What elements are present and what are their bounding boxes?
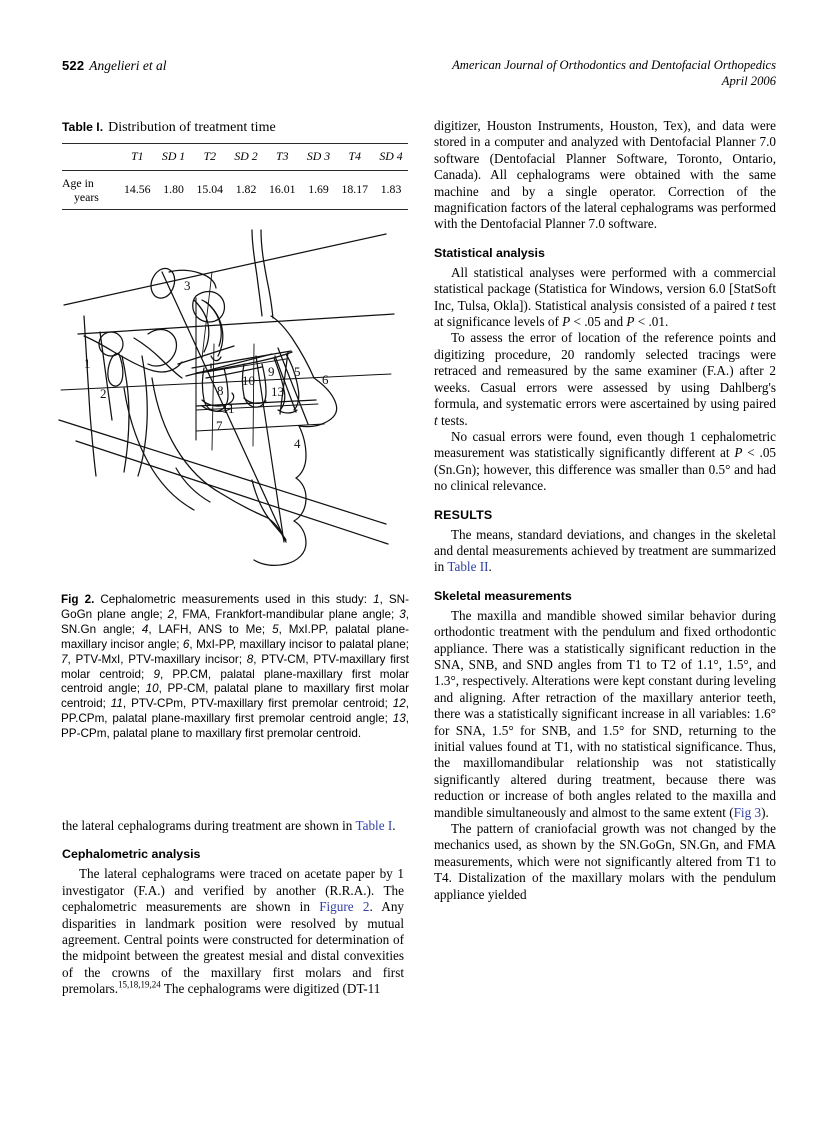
table-1-caption [62,118,408,136]
para-res-b: . [488,559,492,575]
figure-2-label: Fig 2. [61,593,95,606]
t-test-italic-2: t [434,412,438,428]
para-skel-a: The maxilla and mandible showed similar behavior during orthodontic treatment with the pendulum and fixed orthodontic appliance. There was a statistically significant reduction in the SNA, SNB, and SND angles from T1 to T2 of 1.1°, 1.5°, and 1.3°, respectively. Alterations were kept constant during leveling and aligning. After retraction of the maxillary anterior teeth, there was a statistically significant increase in all variables: 1.6° for SNA, 1.5° for SNB, and 1.5° for SND, returning to the initial values found at T1, with no statistical significance. Thus, the maxillomandibular relationship was not statistically significantly altered during treatment, because there was reduction or increase of both angles related to the maxilla and mandible simultaneously and almost to the same extent ( [434,607,776,820]
table-1-col-t4: T4 [348,149,361,163]
landmark-label-9: 9 [268,364,275,379]
table-1-row-label [62,171,118,210]
table-1-col-t3: T3 [276,149,289,163]
figure-2-item-num-11: 11 [110,697,123,711]
figure-2-item-text-13: PP-CPm, palatal plane to maxillary first premolar centroid. [61,727,362,741]
right-column-text [434,118,776,903]
heading-statistical-analysis: Statistical analysis [434,245,545,260]
figure-2-item-num-3: 3 [399,607,406,621]
paragraph-digitizer: digitizer, Houston Instruments, Houston, Tex), and data were stored in a computer and analyzed with Dentofacial Planner 7.0 software (Dentofacial Planner Software, Toronto, Ontario, Canada). All cephalograms were obtained with the same machine and by a single operator. Correction of the magnification factors of the lateral cephalograms was performed with the Dentofacial Planner 7.0 software. [434,118,776,232]
table-cell-sd4: 1.83 [380,182,402,196]
para-stat-b: test at significance levels of [434,297,776,330]
heading-cephalometric-analysis: Cephalometric analysis [62,847,201,862]
table-1-label: Table I. [62,120,104,134]
figure-2-item-text-8: PTV-CM, PTV-maxillary first molar centroid [61,652,409,681]
table-cell-t2: 15.04 [196,182,224,196]
paragraph-table-ref [62,818,404,834]
landmark-label-6: 6 [322,372,329,387]
para-err-a: To assess the error of location of the reference points and digitizing procedure, 20 randomly selected tracings were retraced and remeasured by the same examiner (F.A.) after 2 weeks. Casual errors were assessed by using Dahlberg's formula, and systematic errors were ascertained by using paired [434,330,776,412]
running-head-right [452,58,776,89]
table-1-col-sd2: SD 2 [234,149,258,163]
p-value-italic-2: P [626,314,635,330]
paragraph-results-summary [434,527,776,576]
landmark-label-11: 11 [222,401,235,416]
figure-2-item-num-5: 5 [272,622,279,636]
figure-2-item-text-6: MxI-PP, maxillary incisor to palatal plane [196,637,406,651]
table-cell-sd2: 1.82 [235,182,257,196]
figure-2-item-num-6: 6 [182,637,190,651]
para-skel-b: ). [761,804,769,820]
table-1-header-row [62,144,408,171]
landmark-label-4: 4 [294,436,301,451]
figure-2-item-text-1: SN-GoGn plane angle [61,593,410,621]
p-value-italic-3: P [734,445,743,461]
paragraph-cephalometric-analysis [62,866,404,997]
t-test-italic-1: t [750,297,754,313]
landmark-label-10: 10 [242,373,255,388]
figure-2-item-text-3: SN.Gn angle [61,622,132,636]
running-head-authors: Angelieri et al [89,58,167,73]
table-1-row-label-line1: Age in [62,176,94,190]
heading-results: RESULTS [434,507,493,522]
table-1-title: Distribution of treatment time [108,120,276,135]
table-cell-sd1: 1.80 [163,182,184,196]
figure-2-item-num-2: 2 [167,607,175,621]
figure-2-item-text-11: PTV-CPm, PTV-maxillary first premolar centroid [131,697,385,711]
table-1-col-t1: T1 [131,149,144,163]
left-column-text [62,818,404,998]
running-head [62,58,776,102]
link-table-2[interactable]: Table II [447,559,489,575]
journal-title: American Journal of Orthodontics and Dentofacial Orthopedics [452,58,776,72]
table-cell-t3: 16.01 [269,182,296,196]
figure-2-item-num-4: 4 [141,622,149,636]
p-value-italic-1: P [562,314,571,330]
figure-2-item-num-7: 7 [61,652,68,666]
para-stat-c: < .05 and [570,314,627,330]
table-1-col-sd1: SD 1 [161,149,186,163]
landmark-label-8: 8 [217,383,224,398]
table-cell-t1: 14.56 [124,182,151,196]
para-2-text-a: The lateral cephalograms were traced on acetate paper by 1 investigator (F.A.) and verified by another (R.R.A.). The cephalometric measurements are shown in [62,866,404,915]
para-res-a: The means, standard deviations, and changes in the skeletal and dental measurements achieved by treatment are summarized in [434,526,776,575]
table-1-col-t2: T2 [203,149,217,163]
para-err2-b: < .05 (Sn.Gn); however, this difference was smaller than 0.5° and had no clinical relevance. [434,445,777,494]
page-number: 522 [62,58,85,73]
issue-date: April 2006 [721,73,776,88]
table-1-col-blank [62,144,118,171]
figure-2-item-text-4: LAFH, ANS to Me [158,622,262,636]
para-err2-a: No casual errors were found, even though 1 cephalometric measurement was statistically significantly different at [434,428,776,461]
para-1-text-a: the lateral cephalograms during treatment are shown in [62,818,356,833]
landmark-label-5: 5 [294,364,301,379]
para-2-text-c: The cephalograms were digitized (DT-11 [160,981,381,997]
table-1-body [62,171,408,210]
figure-2-item-text-7: PTV-MxI, PTV-maxillary incisor [75,652,239,666]
running-head-left [62,58,167,74]
link-table-1[interactable]: Table I [355,818,393,833]
cephalometric-tracing-image [56,228,408,583]
paragraph-craniofacial-growth: The pattern of craniofacial growth was not changed by the mechanics used, as shown by the SN.GoGn, SN.Gn, and FMA measurements, which were not significantly altered from T1 to T4. Distalization of the maxillary molars with the pendulum appliance yielded [434,821,776,902]
link-figure-3[interactable]: Fig 3 [733,804,762,820]
landmark-label-1: 1 [84,356,91,371]
figure-2-item-num-12: 12 [392,697,406,711]
reference-marks[interactable]: 15,18,19,24 [118,979,161,990]
figure-2-block [56,228,412,742]
figure-2-item-text-9: PP.CM, palatal plane-maxillary first molar centroid angle [61,667,409,696]
para-err-b: tests. [437,412,468,428]
figure-2-caption-lead: Cephalometric measurements used in this study: [100,593,368,606]
figure-2-item-text-10: PP-CM, palatal plane to maxillary first molar centroid [61,682,409,711]
figure-2-item-num-9: 9 [153,667,160,681]
table-1-row-label-line2: years [74,189,99,204]
paragraph-skeletal-findings [434,608,776,821]
link-figure-2[interactable]: Figure 2 [319,899,370,915]
table-1-block [62,118,408,210]
figure-2-item-text-2: FMA, Frankfort-mandibular plane angle [182,607,391,621]
para-stat-d: < .01. [634,314,669,330]
landmark-label-3: 3 [184,278,191,293]
table-1-col-sd3: SD 3 [306,149,331,163]
table-1 [62,143,408,210]
figure-2-item-num-1: 1 [373,593,380,606]
cephalometric-tracing-svg [56,228,408,583]
table-row [62,171,408,210]
heading-skeletal-measurements: Skeletal measurements [434,588,572,603]
table-cell-t4: 18.17 [341,182,369,196]
figure-2-item-text-12: PP.CPm, palatal plane-maxillary first premolar centroid angle [61,712,385,726]
para-1-text-b: . [392,818,396,833]
landmark-label-2: 2 [100,386,107,401]
landmark-label-13: 13 [271,384,284,399]
landmark-label-7: 7 [216,418,223,433]
figure-2-caption: Fig 2. Cephalometric measurements used in this study: 1, SN-GoGn plane angle; 2, FMA, Frankfort-mandibular plane angle; 3, SN.Gn angle; 4, LAFH, ANS to Me; 5, MxI.PP, palatal plane-maxillary incisor angle; 6, MxI-PP, maxillary incisor to palatal plane; 7, PTV-MxI, PTV-maxillary incisor; 8, PTV-CM, PTV-maxillary first molar centroid; 9, PP.CM, palatal plane-maxillary first molar centroid angle; 10, PP-CM, palatal plane to maxillary first molar centroid; 11, PTV-CPm, PTV-maxillary first premolar centroid; 12, PP.CPm, palatal plane-maxillary first premolar centroid angle; 13, PP-CPm, palatal plane to maxillary first premolar centroid. [61,593,410,741]
figure-2-item-num-13: 13 [392,712,406,726]
figure-2-item-num-10: 10 [145,682,159,696]
table-1-col-sd4: SD 4 [379,149,403,163]
para-2-text-b: . Any disparities in landmark position were resolved by mutual agreement. Central points were constructed for determination of the midpoint between the greatest mesial and distal convexities of the crowns of the maxillary first molars and first premolars. [62,899,405,997]
figure-2-item-text-5: MxI.PP, palatal plane-maxillary incisor angle [61,622,410,651]
table-cell-sd3: 1.69 [308,182,329,196]
table-1-head [62,144,408,171]
figure-2-item-num-8: 8 [246,652,254,666]
paragraph-no-casual-errors [434,429,776,495]
paragraph-statistical-package [434,265,776,331]
paragraph-error-assessment [434,330,776,428]
para-stat-a: All statistical analyses were performed with a commercial statistical package (Statistica for Windows, version 6.0 [StatSoft Inc, Tulsa, Okla]). Statistical analysis consisted of a paired [434,264,776,313]
